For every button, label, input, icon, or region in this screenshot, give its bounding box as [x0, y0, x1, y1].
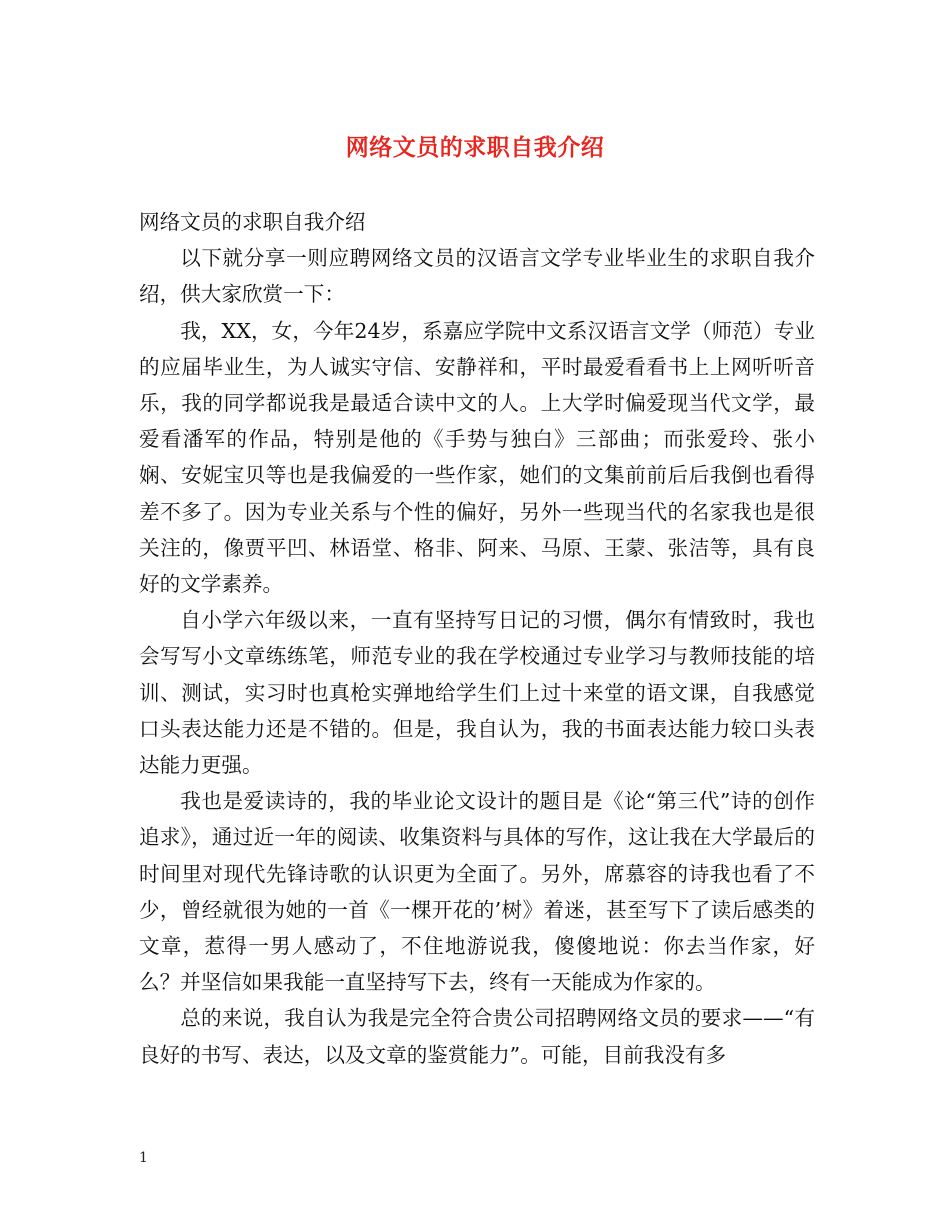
page-number: 1: [139, 1150, 148, 1166]
paragraph-intro: 以下就分享一则应聘网络文员的汉语言文学专业毕业生的求职自我介绍，供大家欣赏一下：: [139, 246, 815, 307]
document-subtitle: 网络文员的求职自我介绍: [139, 210, 366, 234]
paragraph-background: 我，XX，女，今年24岁，系嘉应学院中文系汉语言文学（师范）专业的应届毕业生，为人诚实守信、安静祥和，平时最爱看看书上上网听听音乐，我的同学都说我是最适合读中文的人。上大学时偏爱现当代文学，最爱看潘军的作品，特别是他的《手势与独白》三部曲；而张爱玲、张小娴、安妮宝贝等也是我偏爱的一些作家，她们的文集前前后后我倒也看得差不多了。因为专业关系与个性的偏好，另外一些现当代的名家我也是很关注的，像贾平凹、林语堂、格非、阿来、马原、王蒙、张洁等，具有良好的文学素养。: [139, 318, 815, 597]
paragraph-writing-habits: 自小学六年级以来，一直有坚持写日记的习惯，偶尔有情致时，我也会写写小文章练练笔，师范专业的我在学校通过专业学习与教师技能的培训、测试，实习时也真枪实弹地给学生们上过十来堂的语文课，自我感觉口头表达能力还是不错的。但是，我自认为，我的书面表达能力较口头表达能力更强。: [139, 608, 815, 778]
document-body: [139, 204, 815, 1073]
paragraph-summary: 总的来说，我自认为我是完全符合贵公司招聘网络文员的要求——“有良好的书写、表达，以及文章的鉴赏能力”。可能，目前我没有多: [139, 1006, 815, 1067]
paragraph-poetry: 我也是爱读诗的，我的毕业论文设计的题目是《论“第三代”诗的创作追求》，通过近一年的阅读、收集资料与具体的写作，这让我在大学最后的时间里对现代先锋诗歌的认识更为全面了。另外，席慕容的诗我也看了不少，曾经就很为她的一首《一棵开花的’树》着迷，甚至写下了读后感类的文章，惹得一男人感动了，不住地游说我，傻傻地说：你去当作家，好么？并坚信如果我能一直坚持写下去，终有一天能成为作家的。: [139, 789, 815, 995]
document-title: 网络文员的求职自我介绍: [345, 134, 605, 161]
